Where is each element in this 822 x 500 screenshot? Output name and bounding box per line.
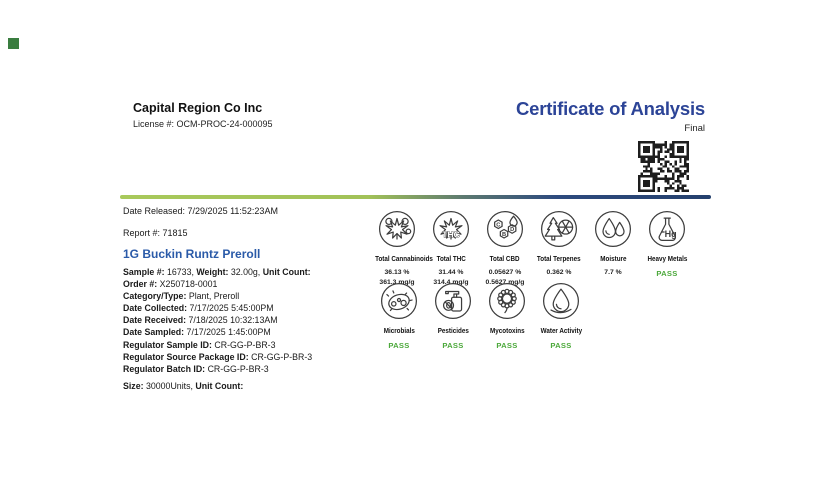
result-value: 314.4 mg/g bbox=[433, 279, 469, 286]
total-cannabinoids-icon bbox=[378, 210, 416, 248]
svg-text:B: B bbox=[501, 231, 507, 238]
order-number-row: Order #: X250718-0001 bbox=[123, 279, 218, 290]
svg-text:THC: THC bbox=[442, 229, 460, 240]
result-microbials bbox=[372, 282, 426, 350]
pass-badge: PASS bbox=[388, 341, 410, 350]
result-total-cbd bbox=[478, 210, 532, 288]
result-label: Total Terpenes bbox=[537, 254, 581, 263]
sample-weight-unit-row: Sample #: 16733, Weight: 32.00g, Unit Count: bbox=[123, 267, 311, 277]
result-label: Total CBD bbox=[490, 254, 520, 263]
total-thc-icon bbox=[432, 210, 470, 248]
result-label: Total Cannabinoids bbox=[375, 254, 433, 263]
sample-details bbox=[123, 266, 388, 375]
result-value: 31.44 % bbox=[438, 269, 464, 276]
svg-text:C: C bbox=[496, 222, 501, 229]
result-heavy-metals bbox=[640, 210, 694, 288]
mycotoxins-icon bbox=[488, 282, 526, 320]
regulator-sample-id-row: Regulator Sample ID: CR-GG-P-BR-3 bbox=[123, 339, 276, 350]
date-released: Date Released: 7/29/2025 11:52:23AM bbox=[123, 206, 278, 216]
svg-text:D: D bbox=[510, 227, 515, 234]
product-name: 1G Buckin Runtz Preroll bbox=[123, 247, 261, 261]
regulator-batch-id-row: Regulator Batch ID: CR-GG-P-BR-3 bbox=[123, 363, 269, 374]
result-label: Heavy Metals bbox=[647, 254, 687, 263]
report-status: Final bbox=[684, 123, 705, 134]
report-number: Report #: 71815 bbox=[123, 228, 188, 238]
sample-info-column bbox=[123, 206, 388, 391]
size-unit-count-row: Size: 30000Units, Unit Count: bbox=[123, 380, 244, 391]
license-number: License #: OCM-PROC-24-000095 bbox=[133, 119, 273, 129]
result-value: 7.7 % bbox=[604, 269, 622, 276]
results-row-potency bbox=[370, 210, 694, 288]
result-label: Mycotoxins bbox=[489, 326, 525, 335]
pass-badge: PASS bbox=[550, 341, 572, 350]
moisture-icon bbox=[594, 210, 632, 248]
result-water-activity bbox=[534, 282, 588, 350]
total-terpenes-icon bbox=[540, 210, 578, 248]
result-moisture bbox=[586, 210, 640, 288]
results-row-safety bbox=[372, 282, 588, 350]
result-label: Pesticides bbox=[437, 326, 469, 335]
result-value: 36.13 % bbox=[384, 269, 410, 276]
company-name: Capital Region Co Inc bbox=[133, 101, 263, 115]
result-value: 0.362 % bbox=[546, 269, 572, 276]
regulator-source-package-id-row: Regulator Source Package ID: CR-GG-P-BR-3 bbox=[123, 351, 313, 362]
pass-badge: PASS bbox=[656, 269, 678, 278]
qr-code-image bbox=[638, 141, 689, 192]
result-value: 0.05627 % bbox=[488, 269, 522, 276]
result-value: 0.5627 mg/g bbox=[485, 279, 525, 286]
result-total-cannabinoids bbox=[370, 210, 433, 288]
result-label: Microbials bbox=[383, 326, 415, 335]
heavy-metals-icon bbox=[648, 210, 686, 248]
date-sampled-row: Date Sampled: 7/17/2025 1:45:00PM bbox=[123, 327, 271, 338]
svg-text:Hg: Hg bbox=[664, 229, 677, 240]
pass-badge: PASS bbox=[442, 341, 464, 350]
total-cbd-icon bbox=[486, 210, 524, 248]
result-mycotoxins bbox=[480, 282, 534, 350]
green-corner-mark bbox=[8, 38, 19, 49]
date-received-row: Date Received: 7/18/2025 10:32:13AM bbox=[123, 315, 278, 326]
result-total-terpenes bbox=[532, 210, 586, 288]
pass-badge: PASS bbox=[496, 341, 518, 350]
result-label: Water Activity bbox=[540, 326, 582, 335]
divider-rule bbox=[120, 195, 711, 199]
microbials-icon bbox=[380, 282, 418, 320]
result-pesticides bbox=[426, 282, 480, 350]
pesticides-icon bbox=[434, 282, 472, 320]
result-value: 361.3 mg/g bbox=[379, 279, 415, 286]
qr-code bbox=[638, 141, 689, 192]
water-activity-icon bbox=[542, 282, 580, 320]
result-label: Total THC bbox=[436, 254, 466, 263]
category-type-row: Category/Type: Plant, Preroll bbox=[123, 291, 240, 302]
date-collected-row: Date Collected: 7/17/2025 5:45:00PM bbox=[123, 303, 274, 314]
result-total-thc bbox=[424, 210, 478, 288]
certificate-title: Certificate of Analysis bbox=[515, 98, 705, 119]
result-label: Moisture bbox=[599, 254, 627, 263]
